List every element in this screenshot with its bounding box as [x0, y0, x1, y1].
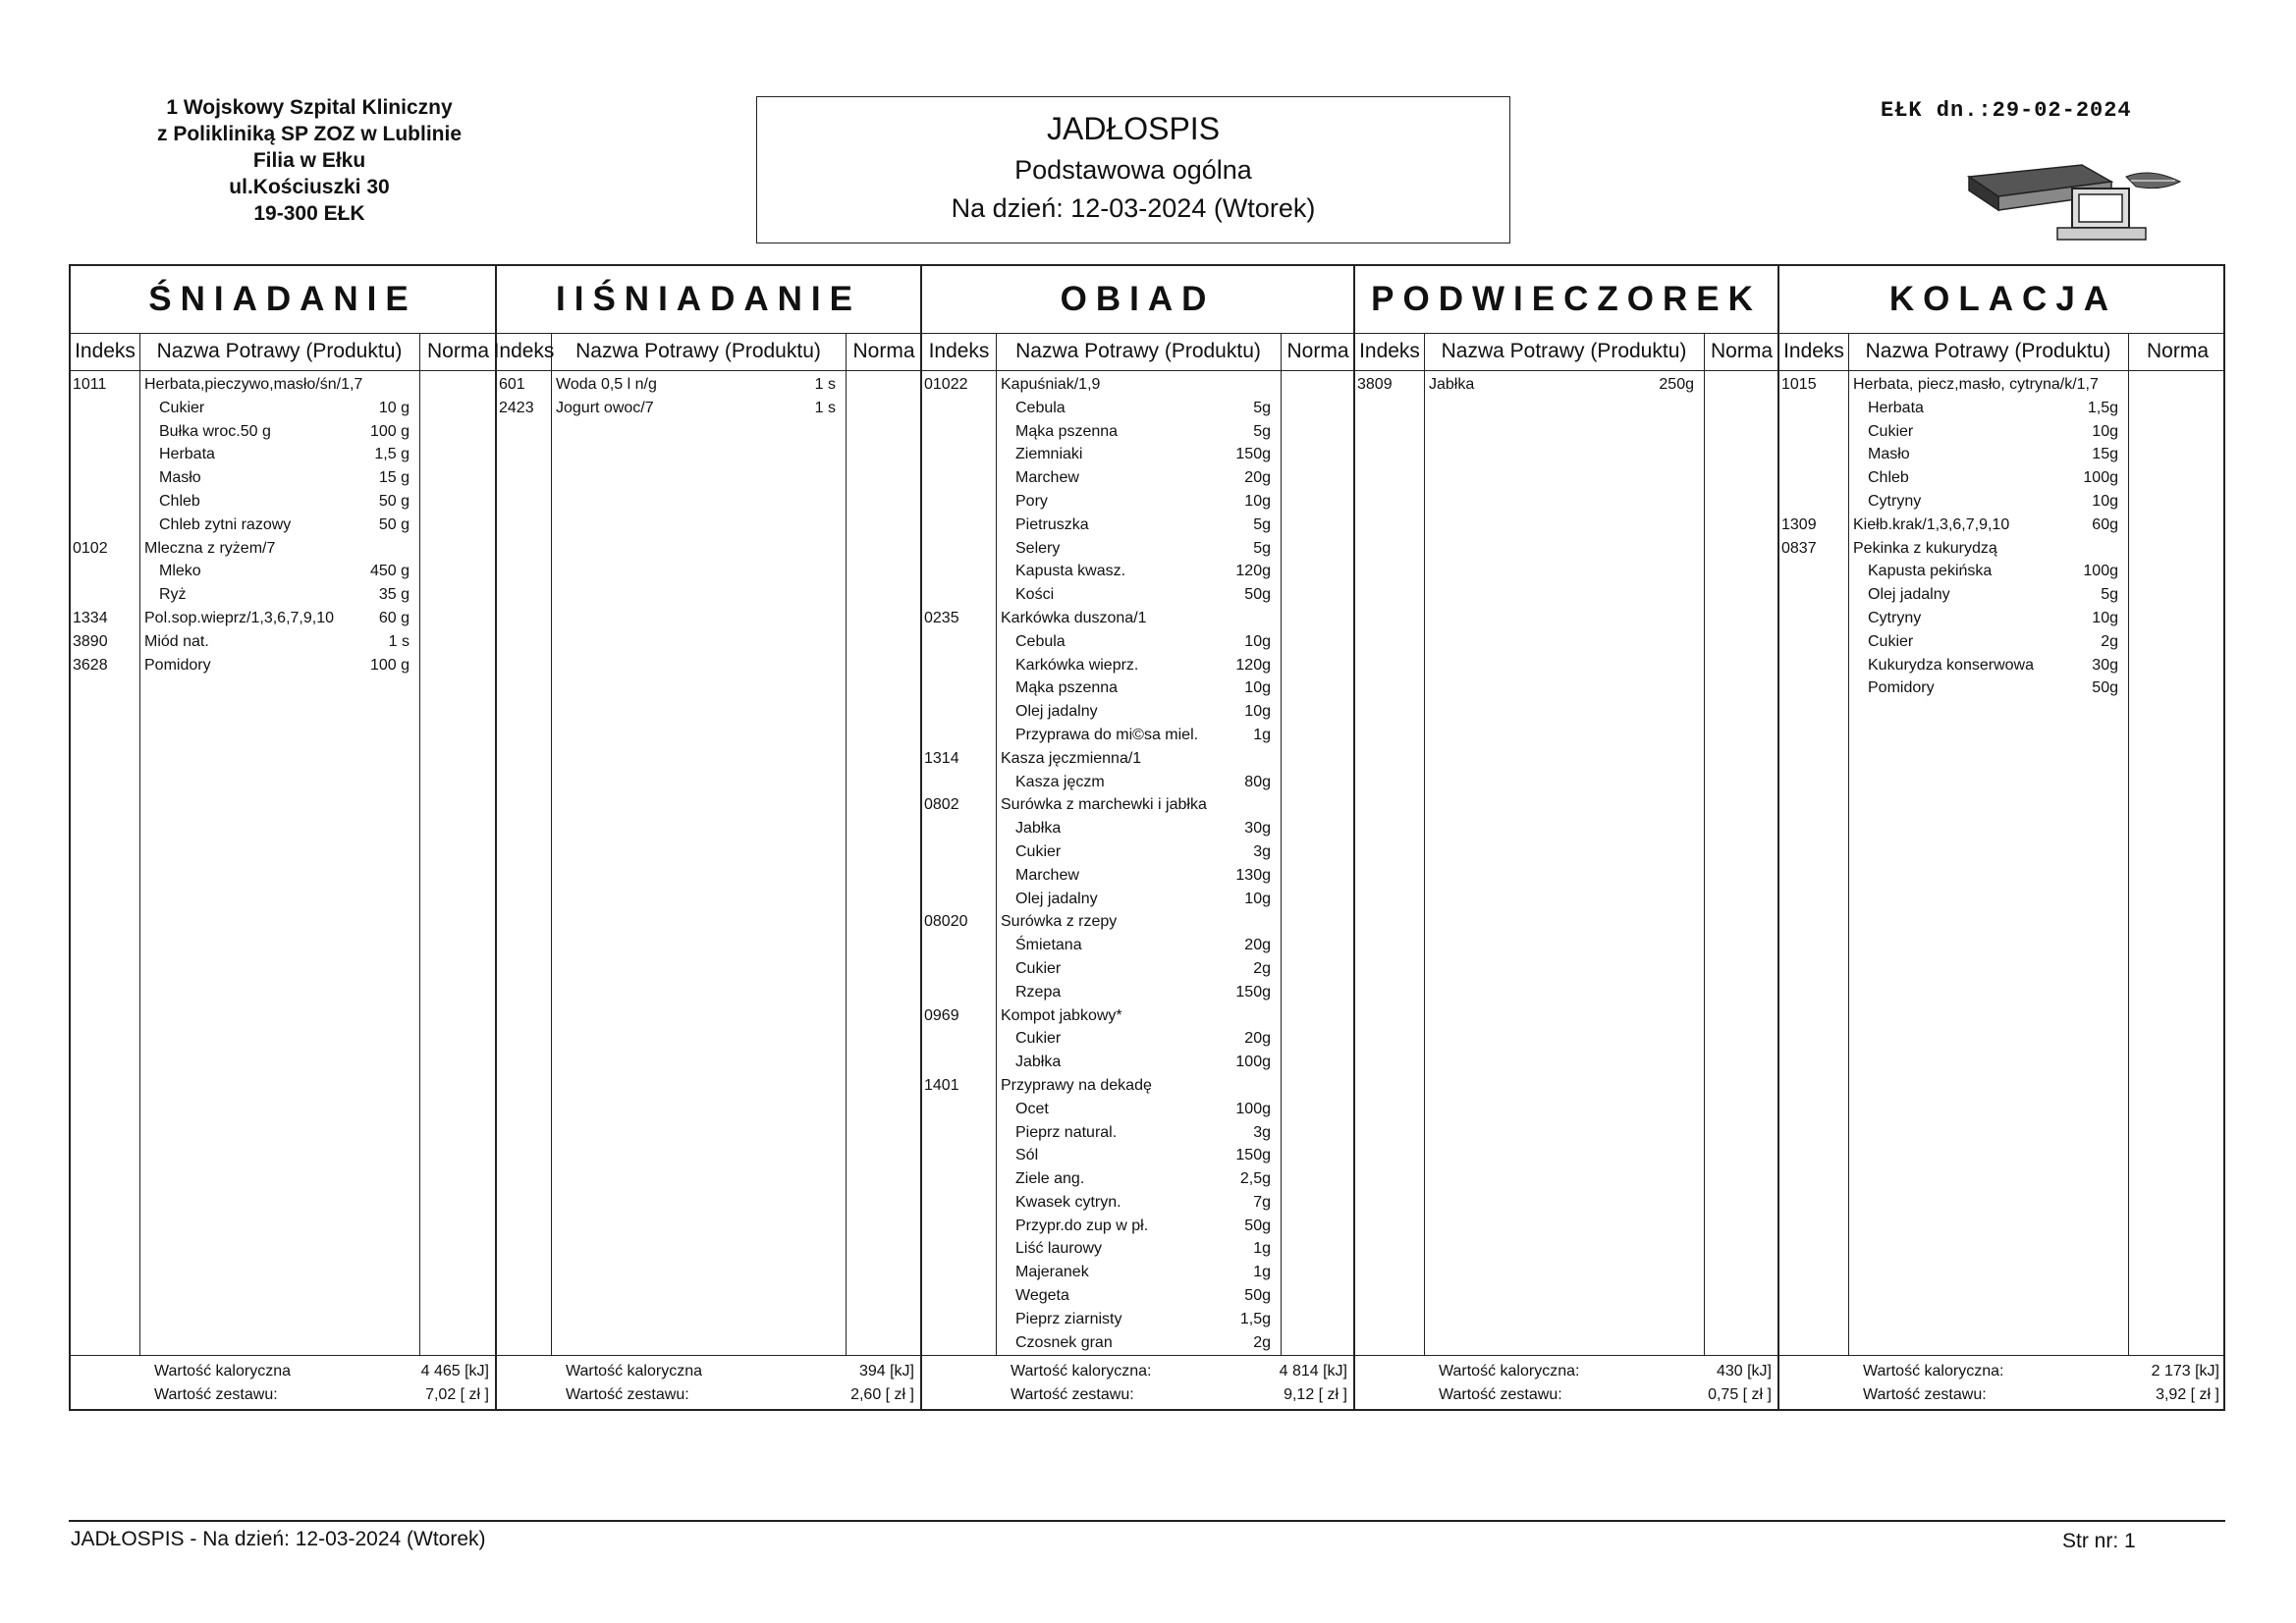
cost-label: Wartość zestawu: — [1011, 1386, 1134, 1403]
item-norm: 50g — [1244, 586, 1271, 604]
ingredient-name: Olej jadalny — [1015, 703, 1098, 721]
menu-item-row — [922, 1098, 1355, 1121]
index-column-rule — [1424, 333, 1425, 1355]
item-norm: 100 g — [369, 422, 410, 440]
ingredient-name: Chleb zytni razowy — [159, 515, 292, 533]
ingredient-name: Czosnek gran — [1015, 1333, 1113, 1351]
meal-items — [922, 373, 1355, 1354]
item-norm: 50 g — [378, 492, 410, 510]
item-norm: 50g — [1244, 1287, 1271, 1305]
cost-value: 7,02 [ zł ] — [425, 1386, 489, 1403]
menu-item-row — [922, 373, 1355, 397]
item-norm: 10g — [1244, 632, 1271, 650]
hospital-line: 19-300 EŁK — [253, 202, 365, 225]
item-norm: 50g — [2092, 679, 2118, 697]
page-number: Str nr: 1 — [2062, 1530, 2136, 1552]
menu-item-row — [1779, 514, 2227, 537]
menu-item-row — [71, 397, 497, 420]
meal-title: KOLACJA — [1888, 280, 2118, 318]
item-index: 0837 — [1781, 539, 1817, 557]
calorie-label: Wartość kaloryczna: — [1011, 1363, 1152, 1380]
menu-item-row — [71, 373, 497, 397]
item-norm: 1g — [1253, 1240, 1271, 1258]
footer-title: JADŁOSPIS - Na dzień: 12-03-2024 (Wtorek) — [71, 1528, 486, 1550]
item-norm: 10g — [1244, 703, 1271, 721]
menu-item-row — [922, 1215, 1355, 1238]
ingredient-name: Masło — [1868, 446, 1910, 463]
dish-name: Pomidory — [144, 656, 211, 674]
meal-title: OBIAD — [1060, 280, 1216, 318]
meal-totals — [1779, 1356, 2227, 1409]
ingredient-name: Cukier — [159, 399, 205, 416]
ingredient-name: Cytryny — [1868, 492, 1922, 510]
item-norm: 7g — [1253, 1193, 1271, 1211]
calorie-value: 4 465 [kJ] — [420, 1363, 489, 1380]
menu-item-row — [922, 537, 1355, 561]
menu-item-row — [922, 957, 1355, 981]
ingredient-name: Majeranek — [1015, 1264, 1089, 1281]
index-column-rule — [551, 333, 552, 1355]
norm-column-rule — [1704, 333, 1705, 1355]
item-norm: 100g — [1235, 1054, 1271, 1071]
ingredient-name: Masło — [159, 469, 201, 487]
menu-item-row — [922, 560, 1355, 583]
item-index: 1011 — [73, 376, 107, 393]
item-index: 601 — [499, 376, 525, 393]
menu-item-row — [922, 676, 1355, 700]
item-norm: 100g — [2083, 563, 2118, 580]
item-index: 1314 — [924, 749, 959, 767]
dish-name: Herbata,pieczywo,masło/śn/1,7 — [144, 376, 363, 393]
item-norm: 1,5g — [1239, 1310, 1271, 1327]
menu-item-row — [922, 771, 1355, 794]
item-norm: 2g — [2101, 632, 2118, 650]
norm-column-rule — [846, 333, 847, 1355]
column-header-norm: Norma — [2146, 340, 2209, 362]
item-norm: 20g — [1244, 1030, 1271, 1048]
menu-item-row — [922, 607, 1355, 630]
item-norm: 5g — [1253, 539, 1271, 557]
meal-items — [497, 373, 922, 420]
meal-totals — [71, 1356, 497, 1409]
meal-title: PODWIECZOREK — [1371, 280, 1762, 318]
menu-item-row — [922, 1237, 1355, 1261]
item-index: 1015 — [1781, 376, 1817, 393]
menu-item-row — [1779, 397, 2227, 420]
meal-section — [1779, 266, 2227, 1409]
menu-item-row — [922, 1004, 1355, 1028]
meal-totals — [922, 1356, 1355, 1409]
ingredient-name: Olej jadalny — [1868, 586, 1950, 604]
cost-label: Wartość zestawu: — [566, 1386, 689, 1403]
item-index: 3628 — [73, 656, 108, 674]
dish-name: Przyprawy na dekadę — [1001, 1076, 1152, 1094]
item-norm: 1,5g — [2087, 399, 2118, 416]
item-norm: 15 g — [378, 469, 410, 487]
item-norm: 10g — [1244, 492, 1271, 510]
menu-item-row — [922, 490, 1355, 514]
menu-item-row — [922, 514, 1355, 537]
ingredient-name: Bułka wroc.50 g — [159, 422, 271, 440]
dish-name: Surówka z marchewki i jabłka — [1001, 796, 1207, 814]
ingredient-name: Kapusta kwasz. — [1015, 563, 1126, 580]
ingredient-name: Kukurydza konserwowa — [1868, 656, 2034, 674]
menu-item-row — [922, 1144, 1355, 1167]
ingredient-name: Cebula — [1015, 632, 1066, 650]
menu-item-row — [1779, 676, 2227, 700]
menu-item-row — [1355, 373, 1779, 397]
ingredient-name: Chleb — [159, 492, 200, 510]
cost-label: Wartość zestawu: — [1863, 1386, 1987, 1403]
item-norm: 15g — [2092, 446, 2118, 463]
item-norm: 120g — [1235, 656, 1271, 674]
item-norm: 1,5 g — [374, 446, 410, 463]
menu-item-row — [71, 537, 497, 561]
ingredient-name: Mąka pszenna — [1015, 422, 1119, 440]
ingredient-name: Ziemniaki — [1015, 446, 1083, 463]
menu-item-row — [1779, 583, 2227, 607]
menu-item-row — [497, 397, 922, 420]
column-header-name: Nazwa Potrawy (Produktu) — [156, 340, 403, 362]
cost-value: 3,92 [ zł ] — [2156, 1386, 2219, 1403]
column-header-index: Indeks — [928, 340, 990, 362]
item-index: 0102 — [73, 539, 108, 557]
ingredient-name: Mąka pszenna — [1015, 679, 1119, 697]
ingredient-name: Liść laurowy — [1015, 1240, 1103, 1258]
menu-item-row — [71, 490, 497, 514]
dish-name: Pol.sop.wieprz/1,3,6,7,9,10 — [144, 609, 335, 626]
dish-name: Mleczna z ryżem/7 — [144, 539, 276, 557]
menu-item-row — [71, 514, 497, 537]
ingredient-name: Chleb — [1868, 469, 1909, 487]
footer-rule — [69, 1520, 2225, 1522]
cost-value: 2,60 [ zł ] — [850, 1386, 914, 1403]
item-norm: 250g — [1659, 376, 1694, 393]
ingredient-name: Cukier — [1015, 1030, 1062, 1048]
ingredient-name: Karkówka wieprz. — [1015, 656, 1139, 674]
item-norm: 1g — [1253, 1264, 1271, 1281]
calorie-label: Wartość kaloryczna: — [1863, 1363, 2004, 1380]
calorie-value: 394 [kJ] — [858, 1363, 914, 1380]
menu-item-row — [71, 607, 497, 630]
menu-item-row — [1779, 466, 2227, 490]
ingredient-name: Mleko — [159, 563, 201, 580]
column-header-index: Indeks — [1783, 340, 1844, 362]
meal-section — [71, 266, 497, 1409]
dish-name: Kasza jęczmienna/1 — [1001, 749, 1142, 767]
item-index: 1309 — [1781, 515, 1817, 533]
dish-name: Jogurt owoc/7 — [556, 399, 654, 416]
hospital-address — [118, 94, 501, 227]
document-title: JADŁOSPIS — [1046, 111, 1221, 146]
menu-item-row — [922, 1167, 1355, 1191]
meal-section — [1355, 266, 1779, 1409]
item-norm: 150g — [1235, 1147, 1271, 1164]
item-index: 1334 — [73, 609, 108, 626]
ingredient-name: Cebula — [1015, 399, 1066, 416]
ingredient-name: Kasza jęczm — [1015, 773, 1105, 790]
meal-totals — [497, 1356, 922, 1409]
cost-label: Wartość zestawu: — [1439, 1386, 1562, 1403]
ingredient-name: Marchew — [1015, 469, 1079, 487]
ingredient-name: Pory — [1015, 492, 1048, 510]
ingredient-name: Marchew — [1015, 866, 1079, 884]
calorie-value: 2 173 [kJ] — [2151, 1363, 2219, 1380]
item-norm: 10g — [1244, 679, 1271, 697]
dish-name: Herbata, piecz,masło, cytryna/k/1,7 — [1853, 376, 2099, 393]
item-index: 01022 — [924, 376, 968, 393]
menu-item-row — [922, 1261, 1355, 1284]
hospital-line: ul.Kościuszki 30 — [229, 176, 390, 198]
menu-item-row — [922, 864, 1355, 888]
menu-item-row — [922, 840, 1355, 864]
dish-name: Jabłka — [1429, 376, 1475, 393]
column-header-norm: Norma — [426, 340, 489, 362]
meal-title: IIŚNIADANIE — [556, 280, 861, 318]
column-header-name: Nazwa Potrawy (Produktu) — [1441, 340, 1687, 362]
menu-item-row — [71, 560, 497, 583]
menu-item-row — [922, 654, 1355, 677]
menu-item-row — [922, 817, 1355, 840]
ingredient-name: Śmietana — [1015, 937, 1082, 954]
item-index: 0969 — [924, 1006, 959, 1024]
menu-item-row — [71, 630, 497, 654]
dish-name: Kapuśniak/1,9 — [1001, 376, 1101, 393]
item-norm: 5g — [2101, 586, 2118, 604]
menu-item-row — [922, 981, 1355, 1004]
menu-type: Podstawowa ogólna — [1014, 155, 1252, 185]
ingredient-name: Pietruszka — [1015, 515, 1089, 533]
menu-item-row — [1779, 537, 2227, 561]
meal-totals — [1355, 1356, 1779, 1409]
item-norm: 20g — [1244, 937, 1271, 954]
item-index: 1401 — [924, 1076, 959, 1094]
calorie-label: Wartość kaloryczna: — [1439, 1363, 1580, 1380]
menu-item-row — [922, 583, 1355, 607]
item-norm: 60 g — [378, 609, 410, 626]
menu-item-row — [1779, 490, 2227, 514]
hospital-line: 1 Wojskowy Szpital Kliniczny — [166, 96, 453, 119]
menu-item-row — [71, 466, 497, 490]
dish-name: Surówka z rzepy — [1001, 913, 1118, 931]
menu-item-row — [922, 700, 1355, 724]
dish-name: Pekinka z kukurydzą — [1853, 539, 1997, 557]
menu-item-row — [71, 654, 497, 677]
dish-name: Woda 0,5 l n/g — [556, 376, 657, 393]
menu-item-row — [71, 443, 497, 466]
item-index: 3890 — [73, 632, 108, 650]
item-norm: 5g — [1253, 515, 1271, 533]
ingredient-name: Ryż — [159, 586, 187, 604]
item-norm: 10g — [2092, 609, 2118, 626]
menu-item-row — [922, 1331, 1355, 1355]
ingredient-name: Pomidory — [1868, 679, 1935, 697]
meal-items — [1779, 373, 2227, 700]
item-norm: 30g — [2092, 656, 2118, 674]
menu-item-row — [922, 466, 1355, 490]
menu-item-row — [922, 630, 1355, 654]
ingredient-name: Herbata — [1868, 399, 1924, 416]
menu-item-row — [922, 747, 1355, 771]
meal-items — [71, 373, 497, 676]
menu-item-row — [71, 420, 497, 444]
item-norm: 1g — [1253, 726, 1271, 743]
meal-section — [922, 266, 1355, 1409]
dish-name: Kiełb.krak/1,3,6,7,9,10 — [1853, 515, 2010, 533]
ingredient-name: Przypr.do zup w pł. — [1015, 1217, 1149, 1234]
menu-item-row — [497, 373, 922, 397]
ingredient-name: Selery — [1015, 539, 1061, 557]
menu-item-row — [922, 1284, 1355, 1308]
menu-item-row — [1779, 654, 2227, 677]
item-norm: 2g — [1253, 959, 1271, 977]
column-header-index: Indeks — [75, 340, 136, 362]
menu-item-row — [1779, 607, 2227, 630]
hospital-line: z Polikliniką SP ZOZ w Lublinie — [157, 123, 462, 145]
item-index: 08020 — [924, 913, 968, 931]
item-norm: 1 s — [814, 399, 836, 416]
item-norm: 20g — [1244, 469, 1271, 487]
issue-date-stamp: EŁK dn.:29-02-2024 — [1881, 98, 2132, 123]
cost-value: 9,12 [ zł ] — [1284, 1386, 1347, 1403]
column-header-index: Indeks — [1359, 340, 1420, 362]
menu-item-row — [922, 1074, 1355, 1098]
item-norm: 50g — [1244, 1217, 1271, 1234]
column-header-norm: Norma — [1286, 340, 1349, 362]
calorie-value: 4 814 [kJ] — [1279, 1363, 1347, 1380]
dish-name: Kompot jabkowy* — [1001, 1006, 1122, 1024]
item-norm: 5g — [1253, 399, 1271, 416]
item-norm: 120g — [1235, 563, 1271, 580]
hospital-line: Filia w Ełku — [252, 149, 366, 172]
menu-item-row — [922, 793, 1355, 817]
item-norm: 1 s — [388, 632, 410, 650]
menu-item-row — [1779, 373, 2227, 397]
item-norm: 3g — [1253, 842, 1271, 860]
menu-item-row — [922, 1308, 1355, 1331]
item-norm: 10g — [2092, 492, 2118, 510]
item-norm: 60g — [2092, 515, 2118, 533]
menu-item-row — [922, 420, 1355, 444]
ingredient-name: Olej jadalny — [1015, 890, 1098, 907]
column-header-name: Nazwa Potrawy (Produktu) — [575, 340, 821, 362]
dish-name: Karkówka duszona/1 — [1001, 609, 1147, 626]
column-header-name: Nazwa Potrawy (Produktu) — [1015, 340, 1261, 362]
menu-item-row — [922, 397, 1355, 420]
menu-item-row — [922, 443, 1355, 466]
item-norm: 150g — [1235, 983, 1271, 1001]
item-norm: 450 g — [369, 563, 410, 580]
menu-item-row — [922, 724, 1355, 747]
ingredient-name: Cukier — [1015, 842, 1062, 860]
meal-title: ŚNIADANIE — [148, 280, 417, 318]
item-norm: 130g — [1235, 866, 1271, 884]
item-norm: 10g — [2092, 422, 2118, 440]
menu-item-row — [922, 888, 1355, 911]
item-norm: 30g — [1244, 820, 1271, 838]
ingredient-name: Cukier — [1868, 632, 1914, 650]
item-norm: 2,5g — [1239, 1170, 1271, 1188]
calorie-value: 430 [kJ] — [1716, 1363, 1772, 1380]
ingredient-name: Kwasek cytryn. — [1015, 1193, 1121, 1211]
title-box — [756, 96, 1510, 243]
menu-item-row — [922, 1191, 1355, 1215]
item-norm: 2g — [1253, 1333, 1271, 1351]
column-header-norm: Norma — [852, 340, 915, 362]
ingredient-name: Herbata — [159, 446, 215, 463]
ingredient-name: Ocet — [1015, 1100, 1049, 1117]
calorie-label: Wartość kaloryczna — [566, 1363, 702, 1380]
item-norm: 100 g — [369, 656, 410, 674]
item-norm: 80g — [1244, 773, 1271, 790]
menu-item-row — [922, 1051, 1355, 1074]
meal-section — [493, 266, 922, 1409]
menu-item-row — [922, 910, 1355, 934]
menu-item-row — [922, 934, 1355, 957]
item-norm: 100g — [2083, 469, 2118, 487]
item-index: 2423 — [499, 399, 534, 416]
item-norm: 100g — [1235, 1100, 1271, 1117]
menu-item-row — [71, 583, 497, 607]
column-header-norm: Norma — [1710, 340, 1773, 362]
item-index: 3809 — [1357, 376, 1393, 393]
item-norm: 5g — [1253, 422, 1271, 440]
ingredient-name: Sól — [1015, 1147, 1039, 1164]
ingredient-name: Kości — [1015, 586, 1055, 604]
ingredient-name: Przyprawa do mi©sa miel. — [1015, 726, 1199, 743]
ingredient-name: Cukier — [1868, 422, 1914, 440]
item-index: 0235 — [924, 609, 959, 626]
cost-label: Wartość zestawu: — [154, 1386, 278, 1403]
menu-table — [69, 264, 2225, 1411]
menu-item-row — [1779, 420, 2227, 444]
menu-item-row — [1779, 443, 2227, 466]
meal-items — [1355, 373, 1779, 397]
ingredient-name: Pieprz natural. — [1015, 1123, 1118, 1141]
menu-item-row — [922, 1121, 1355, 1145]
item-norm: 3g — [1253, 1123, 1271, 1141]
menu-item-row — [1779, 560, 2227, 583]
menu-item-row — [922, 1027, 1355, 1051]
menu-date: Na dzień: 12-03-2024 (Wtorek) — [951, 193, 1316, 223]
ingredient-name: Jabłka — [1015, 820, 1062, 838]
ingredient-name: Cukier — [1015, 959, 1062, 977]
item-norm: 10g — [1244, 890, 1271, 907]
ingredient-name: Jabłka — [1015, 1054, 1062, 1071]
ingredient-name: Ziele ang. — [1015, 1170, 1085, 1188]
cost-value: 0,75 [ zł ] — [1708, 1386, 1772, 1403]
menu-item-row — [1779, 630, 2227, 654]
item-norm: 35 g — [378, 586, 410, 604]
dish-name: Miód nat. — [144, 632, 209, 650]
book-computer-illustration — [1964, 147, 2190, 245]
column-header-name: Nazwa Potrawy (Produktu) — [1865, 340, 2111, 362]
ingredient-name: Kapusta pekińska — [1868, 563, 1993, 580]
calorie-label: Wartość kaloryczna — [154, 1363, 291, 1380]
item-norm: 1 s — [814, 376, 836, 393]
item-index: 0802 — [924, 796, 959, 814]
ingredient-name: Cytryny — [1868, 609, 1922, 626]
ingredient-name: Wegeta — [1015, 1287, 1069, 1305]
item-norm: 50 g — [378, 515, 410, 533]
item-norm: 150g — [1235, 446, 1271, 463]
item-norm: 10 g — [378, 399, 410, 416]
column-header-index: Indeks — [493, 340, 555, 362]
ingredient-name: Rzepa — [1015, 983, 1062, 1001]
ingredient-name: Pieprz ziarnisty — [1015, 1310, 1122, 1327]
